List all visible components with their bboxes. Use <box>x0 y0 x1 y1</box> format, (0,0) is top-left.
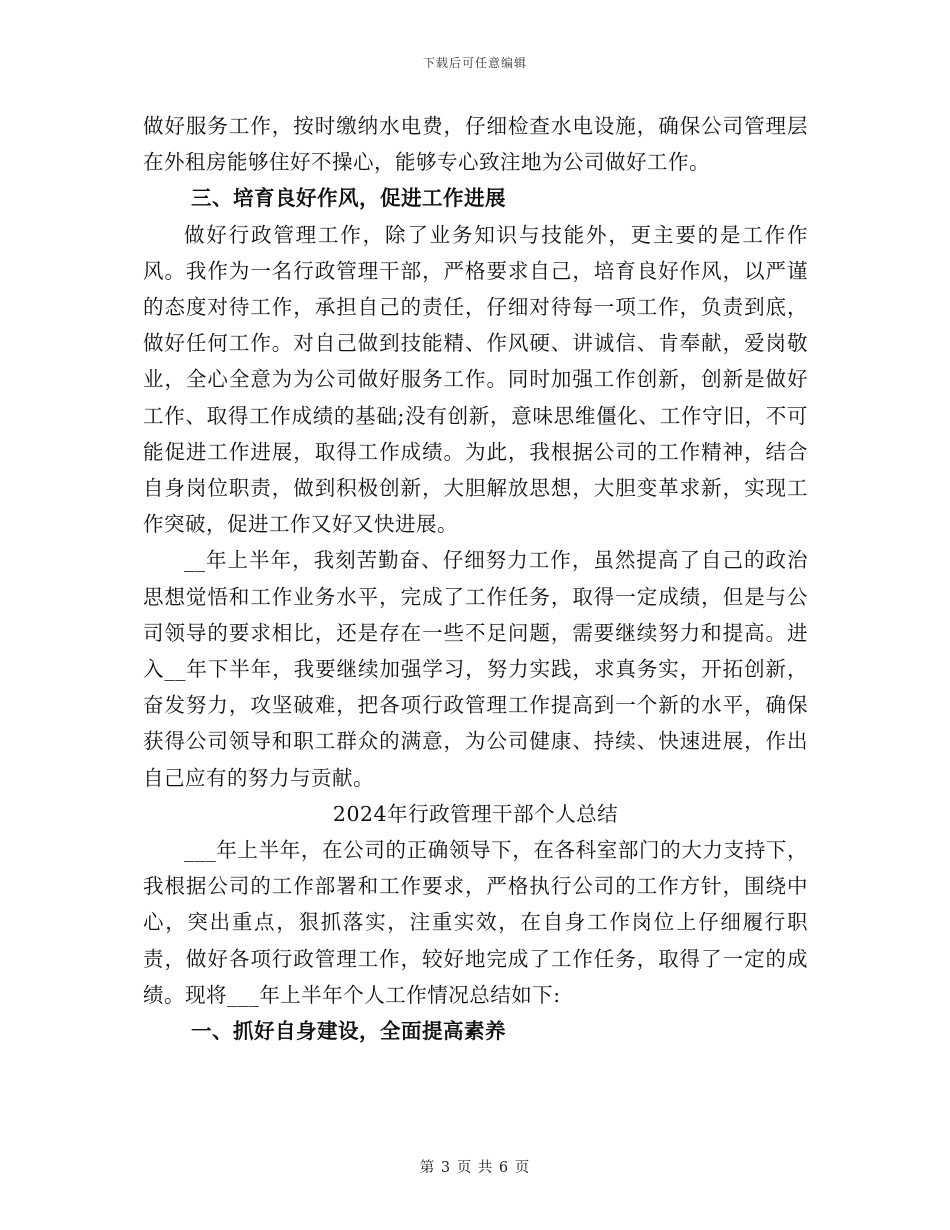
paragraph-work-style: 做好行政管理工作，除了业务知识与技能外，更主要的是工作作风。我作为一名行政管理干部，严格要求自己，培育良好作风，以严谨的态度对待工作，承担自己的责任，仔细对待每一项工作，负责到底，做好任何工作。对自己做到技能精、作风硬、讲诚信、肯奉献，爱岗敬业，全心全意为为公司做好服务工作。同时加强工作创新，创新是做好工作、取得工作成绩的基础;没有创新，意味思维僵化、工作守旧，不可能促进工作进展，取得工作成绩。为此，我根据公司的工作精神，结合自身岗位职责，做到积极创新，大胆解放思想，大胆变革求新，实现工作突破，促进工作又好又快进展。 <box>143 222 808 537</box>
paragraph-intro: ___年上半年，在公司的正确领导下，在各科室部门的大力支持下，我根据公司的工作部署和工作要求，严格执行公司的工作方针，围绕中心，突出重点，狠抓落实，注重实效，在自身工作岗位上仔细履行职责，做好各项行政管理工作，较好地完成了工作任务，取得了一定的成绩。现将___年上半年个人工作情况总结如下: <box>143 838 808 1007</box>
document-body <box>143 108 808 1049</box>
section-heading-1: 一、抓好自身建设，全面提高素养 <box>191 1019 506 1044</box>
paragraph-half-year-summary: __年上半年，我刻苦勤奋、仔细努力工作，虽然提高了自己的政治思想觉悟和工作业务水平，完成了工作任务，取得一定成绩，但是与公司领导的要求相比，还是存在一些不足问题，需要继续努力和提高。进入__年下半年，我要继续加强学习，努力实践，求真务实，开拓创新，奋发努力，攻坚破难，把各项行政管理工作提高到一个新的水平，确保获得公司领导和职工群众的满意，为公司健康、持续、快速进展，作出自己应有的努力与贡献。 <box>143 548 808 790</box>
page-header-note: 下载后可任意编辑 <box>422 56 527 70</box>
page-number-footer: 第 3 页 共 6 页 <box>419 1160 531 1176</box>
document-title: 2024年行政管理干部个人总结 <box>332 801 619 826</box>
section-heading-3: 三、培育良好作风，促进工作进展 <box>191 186 506 211</box>
paragraph-service-work: 做好服务工作，按时缴纳水电费，仔细检查水电设施，确保公司管理层在外租房能够住好不操心，能够专心致注地为公司做好工作。 <box>143 114 808 175</box>
